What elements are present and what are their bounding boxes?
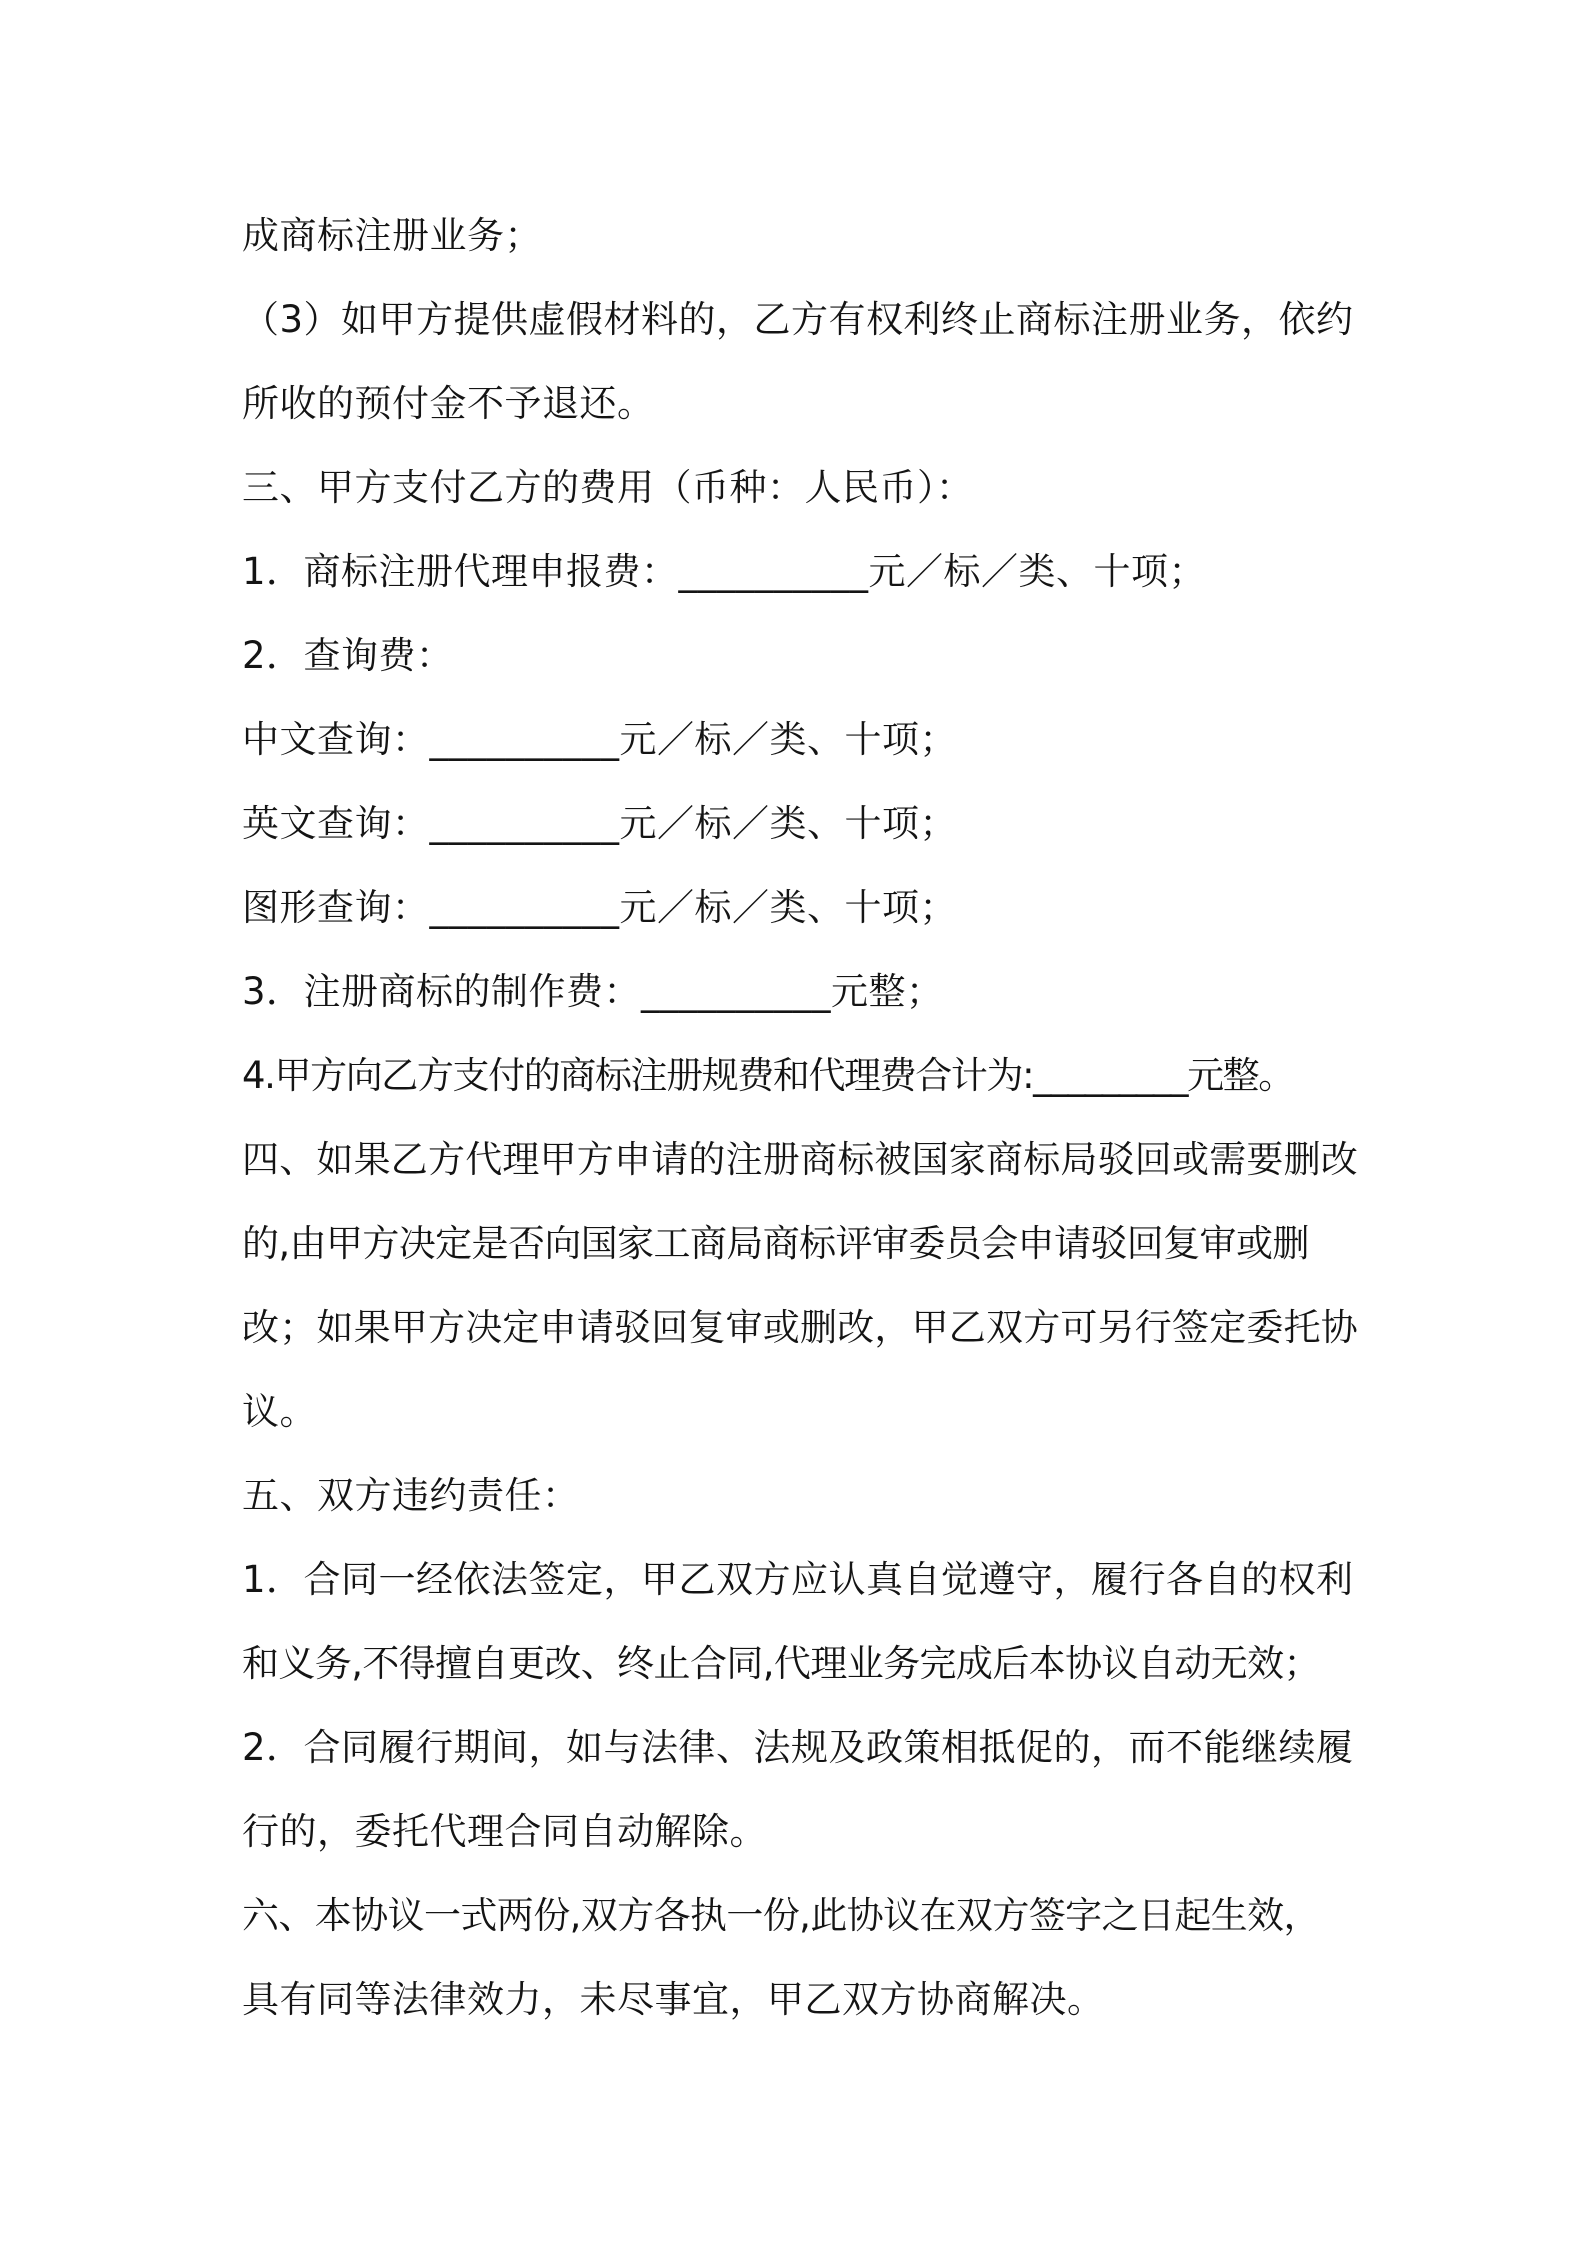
text-line: 和义务,不得擅自更改、终止合同,代理业务完成后本协议自动无效； xyxy=(242,1642,1320,1685)
text-line: 4.甲方向乙方支付的商标注册规费和代理费合计为:_________元整。 xyxy=(242,1054,1294,1097)
text-line: 中文查询：__________元／标／类、十项； xyxy=(242,718,957,761)
text-line: 所收的预付金不予退还。 xyxy=(242,382,655,425)
section-heading: 六、本协议一式两份,双方各执一份,此协议在双方签字之日起生效， xyxy=(242,1894,1320,1937)
text-line: 1．商标注册代理申报费：__________元／标／类、十项； xyxy=(242,550,1207,593)
text-line: 图形查询：__________元／标／类、十项； xyxy=(242,886,957,929)
section-heading: 三、甲方支付乙方的费用（币种：人民币）： xyxy=(242,466,974,509)
text-line: 行的，委托代理合同自动解除。 xyxy=(242,1810,767,1853)
section-heading: 四、如果乙方代理甲方申请的注册商标被国家商标局驳回或需要删改 xyxy=(242,1138,1358,1181)
text-line: 英文查询：__________元／标／类、十项； xyxy=(242,802,957,845)
document-body xyxy=(242,194,1362,2042)
text-line: 3．注册商标的制作费：__________元整； xyxy=(242,970,944,1013)
text-line: （3）如甲方提供虚假材料的，乙方有权利终止商标注册业务，依约 xyxy=(242,298,1354,341)
text-line: 成商标注册业务； xyxy=(242,214,542,257)
text-line: 的,由甲方决定是否向国家工商局商标评审委员会申请驳回复审或删 xyxy=(242,1222,1309,1265)
text-line: 议。 xyxy=(242,1390,317,1433)
section-heading: 五、双方违约责任： xyxy=(242,1474,580,1517)
text-line: 1．合同一经依法签定，甲乙双方应认真自觉遵守，履行各自的权利 xyxy=(242,1558,1354,1601)
text-line: 具有同等法律效力，未尽事宜，甲乙双方协商解决。 xyxy=(242,1978,1105,2021)
text-line: 2．查询费： xyxy=(242,634,454,677)
text-line: 改；如果甲方决定申请驳回复审或删改，甲乙双方可另行签定委托协 xyxy=(242,1306,1358,1349)
text-line: 2．合同履行期间，如与法律、法规及政策相抵促的，而不能继续履 xyxy=(242,1726,1354,1769)
